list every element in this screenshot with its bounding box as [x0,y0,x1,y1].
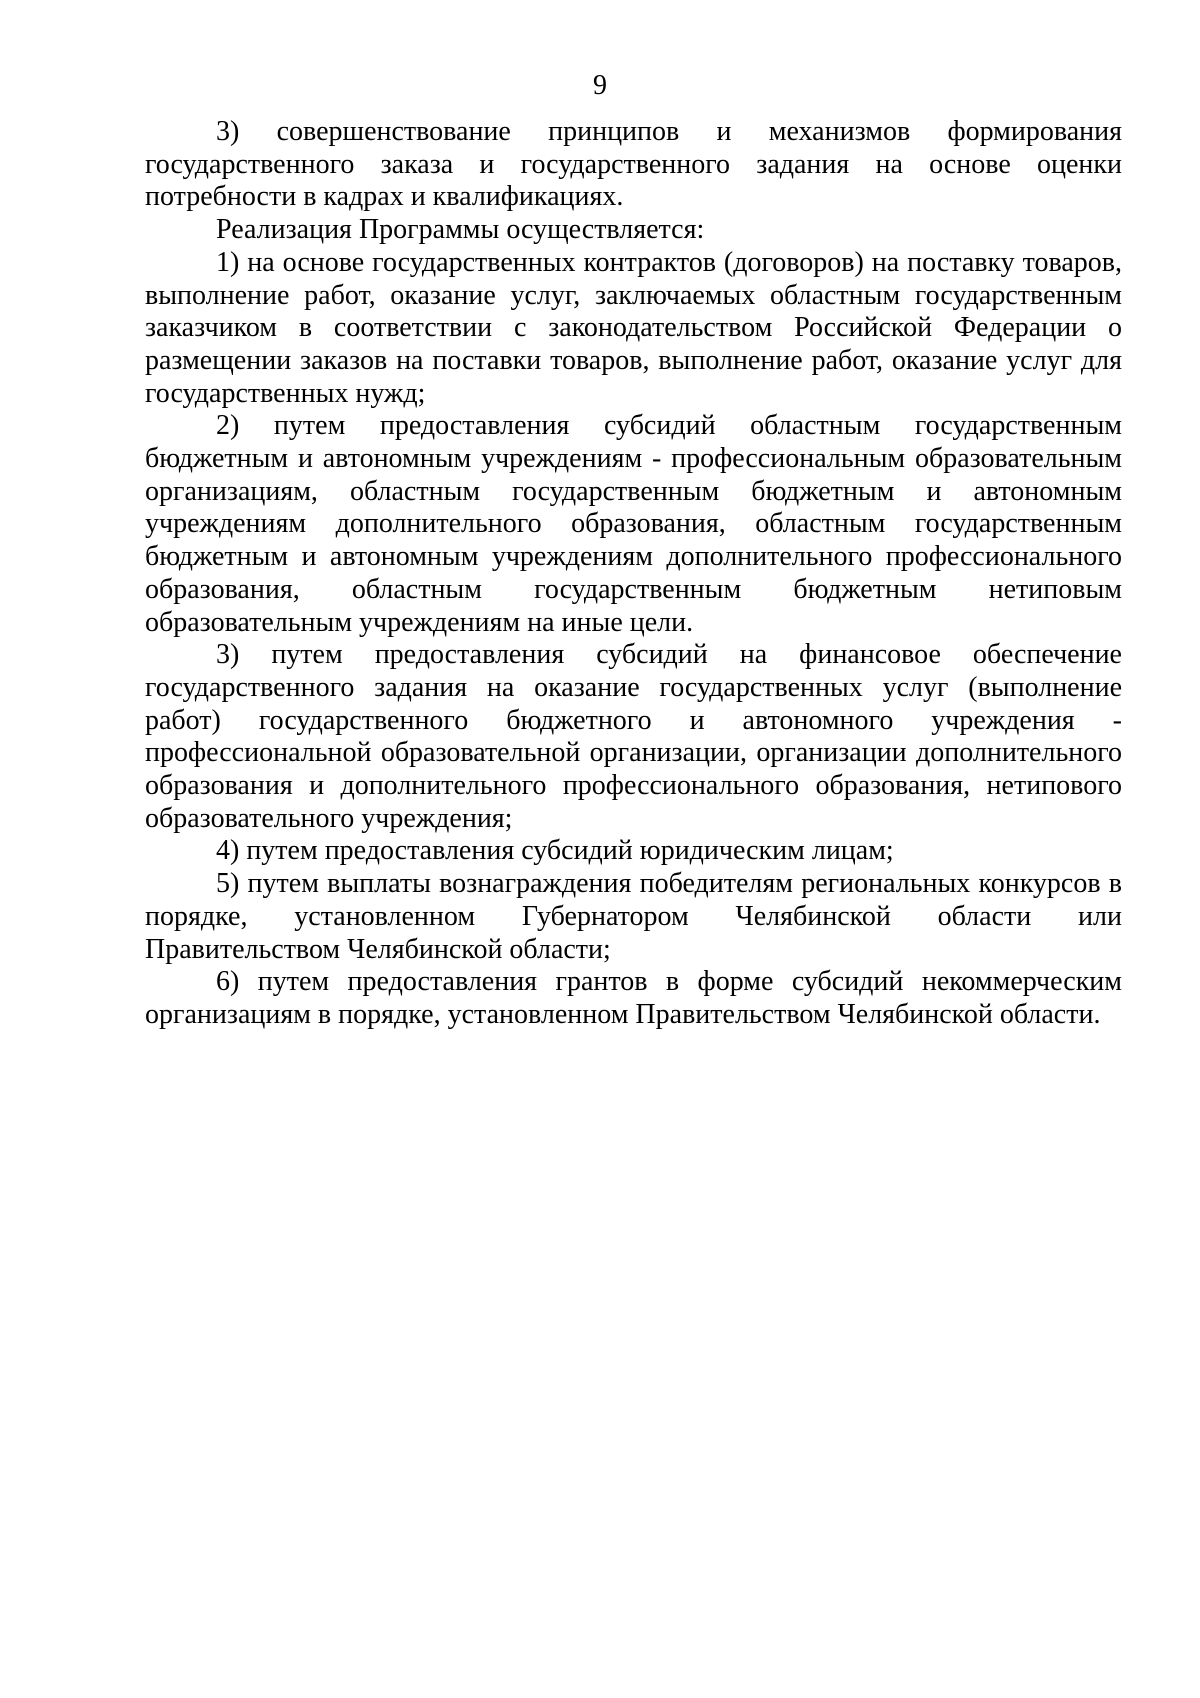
paragraph-item-2-subsidies: 2) путем предоставления субсидий областным государственным бюджетным и автономным учреждениям - профессиональным образовательным организациям, областным государственным бюджетным и автономным учреждениям дополнительного образования, областным государственным бюджетным и автономным учреждениям дополнительного профессионального образования, областным государственным бюджетным нетиповым образовательным учреждениям на иные цели. [145,410,1122,638]
paragraph-item-6-grants: 6) путем предоставления грантов в форме субсидий некоммерческим организациям в порядке, установленном Правительством Челябинской области. [145,966,1122,1030]
document-body [145,116,1122,1032]
paragraph-item-1-contracts: 1) на основе государственных контрактов (договоров) на поставку товаров, выполнение работ, оказание услуг, заключаемых областным государственным заказчиком в соответствии с законодательством Российской Федерации о размещении заказов на поставки товаров, выполнение работ, оказание услуг для государственных нужд; [145,246,1122,409]
page-number: 9 [593,70,607,101]
paragraph-implementation-intro: Реализация Программы осуществляется: [216,214,705,246]
paragraph-item-5-awards: 5) путем выплаты вознаграждения победителям региональных конкурсов в порядке, установленном Губернатором Челябинской области или Правительством Челябинской области; [145,868,1122,965]
paragraph-item-4-legal-entities: 4) путем предоставления субсидий юридическим лицам; [216,835,894,867]
paragraph-item-3-improvement: 3) совершенствование принципов и механизмов формирования государственного заказа и государственного задания на основе оценки потребности в кадрах и квалификациях. [145,116,1122,213]
paragraph-item-3-state-task: 3) путем предоставления субсидий на финансовое обеспечение государственного задания на оказание государственных услуг (выполнение работ) государственного бюджетного и автономного учреждения - профессиональной образовательной организации, организации дополнительного образования и дополнительного профессионального образования, нетипового образовательного учреждения; [145,639,1122,834]
